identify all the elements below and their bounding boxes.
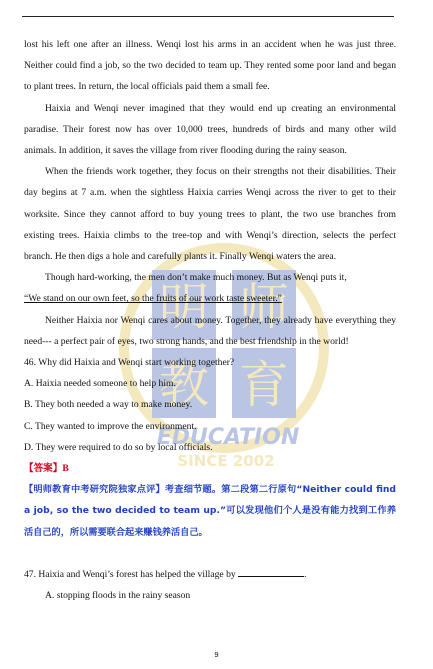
watermark-char-1: 明 [159,278,209,336]
watermark-education: EDUCATION [156,425,300,450]
section-spacer [24,543,396,564]
watermark-since: SINCE 2002 [177,452,275,470]
question-47-stem-text: 47. Haixia and Wenqi’s forest has helped the village by [24,568,236,580]
watermark-char-2: 师 [239,278,289,336]
passage-paragraph-3: When the friends work together, they focus on their strengths not their disabilities. Their day begins at 7 a.m. when the sightless Haixia carries Wenqi across the river to get to their worksite. Since they cannot afford to buy young trees to plant, the two use branches from existing trees. Haixia climbs to the tree-top and with Wenqi’s direction, selects the perfect branch. He then digs a hole and carefully plants it. Finally Wenqi waters the area. [24,166,396,263]
passage-paragraph-4 [24,267,396,309]
question-46-option-a: A. Haixia needed someone to help him. [24,378,176,390]
paragraph-4-text: Though hard-working, the men don’t make much money. But as Wenqi puts it, [45,272,347,284]
watermark-char-4: 育 [239,356,289,414]
question-46-option-c: C. They wanted to improve the environment. [24,420,197,432]
header-rule [22,16,394,17]
question-46-explanation: 【明师教育中考研究院独家点评】考查细节题。第二段第二行原句“Neither could find a job, so the two decided to team up.”可以发现他们个人是没有能力找到工作养活自己的，所以需要联合起来赚钱养活自己。 [24,484,396,538]
question-47-option-a: A. stopping floods in the rainy season [45,590,191,602]
question-46-option-b: B. They both needed a way to make money. [24,399,193,411]
question-46-option-d: D. They were required to do so by local officials. [24,441,213,453]
passage-paragraph-1: lost his left one after an illness. Wenqi lost his arms in an accident when he was just three. Neither could find a job, so the two decided to team up. They rented some poor land and began to plant trees. In return, the local officials paid them a small fee. [24,39,396,93]
question-46-stem: 46. Why did Haixia and Wenqi start working together? [24,357,235,369]
page-number: 9 [214,650,219,659]
question-47-stem-end: . [304,568,307,580]
answer-value: B [62,463,69,475]
answer-label: 【答案】 [24,463,63,475]
question-47-stem [24,564,396,585]
passage-paragraph-5: Neither Haixia nor Wenqi cares about money. Together, they already have everything they need--- a perfect pair of eyes, two strong hands, and the best friendship in the world! [24,314,396,347]
answer-blank [238,567,304,577]
question-46-answer [24,458,396,479]
watermark-char-3: 教 [159,356,209,414]
passage-paragraph-2: Haixia and Wenqi never imagined that they would end up creating an environmental paradise. Their forest now has over 10,000 trees, hundreds of birds and many other wild animals. In addition, it saves the village from river flooding during the rainy season. [24,102,396,157]
page-content [24,34,396,606]
underlined-quote: “We stand on our own feet, so the fruits of our work taste sweeter.” [24,293,282,305]
